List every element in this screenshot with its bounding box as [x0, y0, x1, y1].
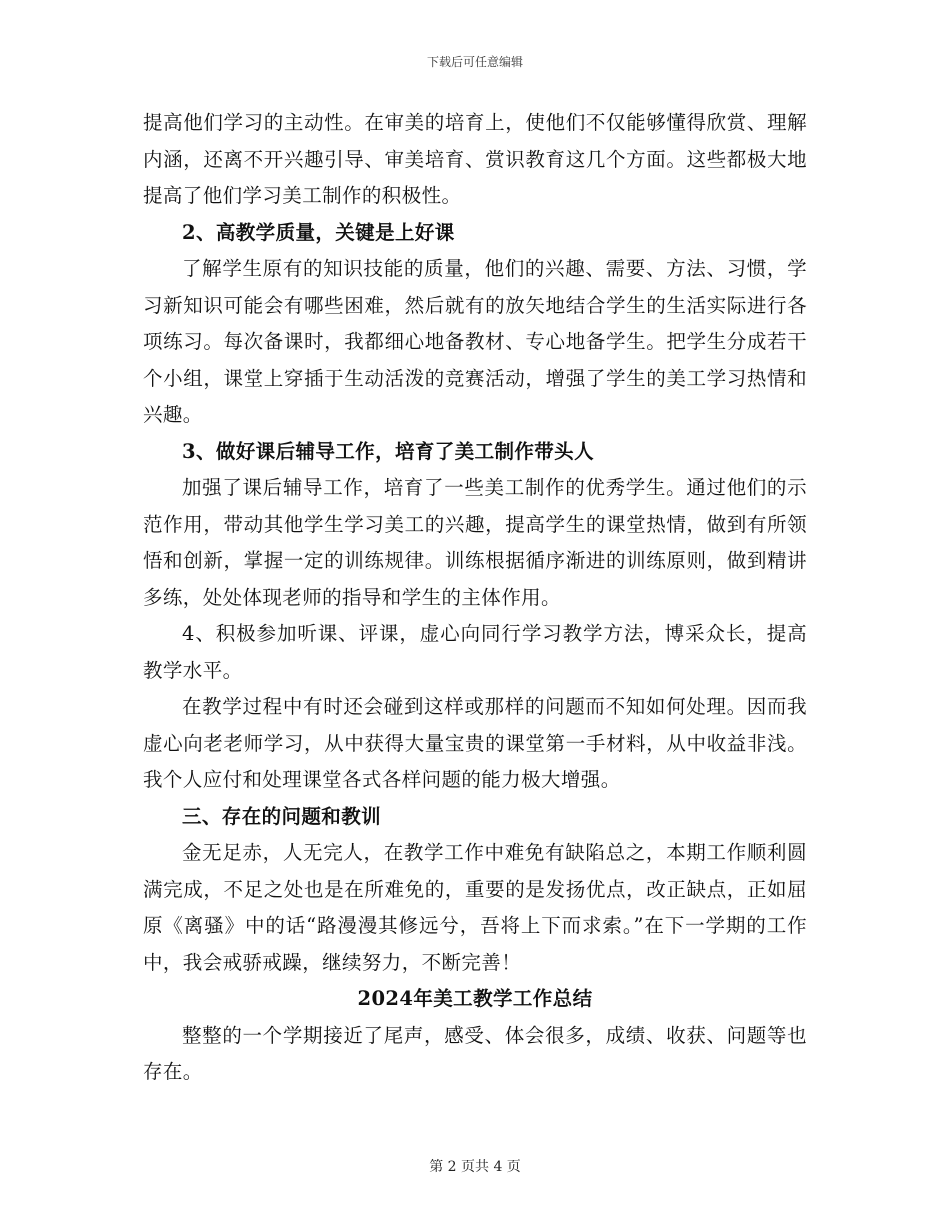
- page-header: 下载后可任意编辑: [426, 55, 523, 69]
- paragraph: 提高他们学习的主动性。在审美的培育上，使他们不仅能够懂得欣赏、理解内涵，还离不开兴趣引导、审美培育、赏识教育这几个方面。这些都极大地提高了他们学习美工制作的积极性。: [143, 111, 807, 207]
- page-number: 第 2 页共 4 页: [429, 1159, 521, 1175]
- document-title: 2024年美工教学工作总结: [357, 987, 593, 1010]
- paragraph: 4、积极参加听课、评课，虚心向同行学习教学方法，博采众长，提高教学水平。: [143, 622, 807, 682]
- paragraph: 在教学过程中有时还会碰到这样或那样的问题而不知如何处理。因而我虚心向老老师学习，从中获得大量宝贵的课堂第一手材料，从中收益非浅。我个人应付和处理课堂各式各样问题的能力极大增强。: [143, 695, 807, 791]
- paragraph: 加强了课后辅导工作，培育了一些美工制作的优秀学生。通过他们的示范作用，带动其他学生学习美工的兴趣，提高学生的课堂热情，做到有所领悟和创新，掌握一定的训练规律。训练根据循序渐进的训练原则，做到精讲多练，处处体现老师的指导和学生的主体作用。: [143, 476, 807, 609]
- paragraph: 金无足赤，人无完人，在教学工作中难免有缺陷总之，本期工作顺利圆满完成，不足之处也是在所难免的，重要的是发扬优点，改正缺点，正如屈原《离骚》中的话“路漫漫其修远兮，吾将上下而求索。”在下一学期的工作中，我会戒骄戒躁，继续努力，不断完善！: [143, 841, 807, 974]
- document-body: [143, 105, 807, 1091]
- paragraph: 了解学生原有的知识技能的质量，他们的兴趣、需要、方法、习惯，学习新知识可能会有哪些困难，然后就有的放矢地结合学生的生活实际进行各项练习。每次备课时，我都细心地备教材、专心地备学生。把学生分成若干个小组，课堂上穿插于生动活泼的竞赛活动，增强了学生的美工学习热情和兴趣。: [143, 257, 807, 426]
- paragraph: 整整的一个学期接近了尾声，感受、体会很多，成绩、收获、问题等也存在。: [143, 1023, 807, 1083]
- section-heading: 三、存在的问题和教训: [182, 804, 382, 828]
- section-heading: 3、做好课后辅导工作，培育了美工制作带头人: [182, 439, 594, 463]
- section-heading: 2、高教学质量，关键是上好课: [182, 220, 455, 244]
